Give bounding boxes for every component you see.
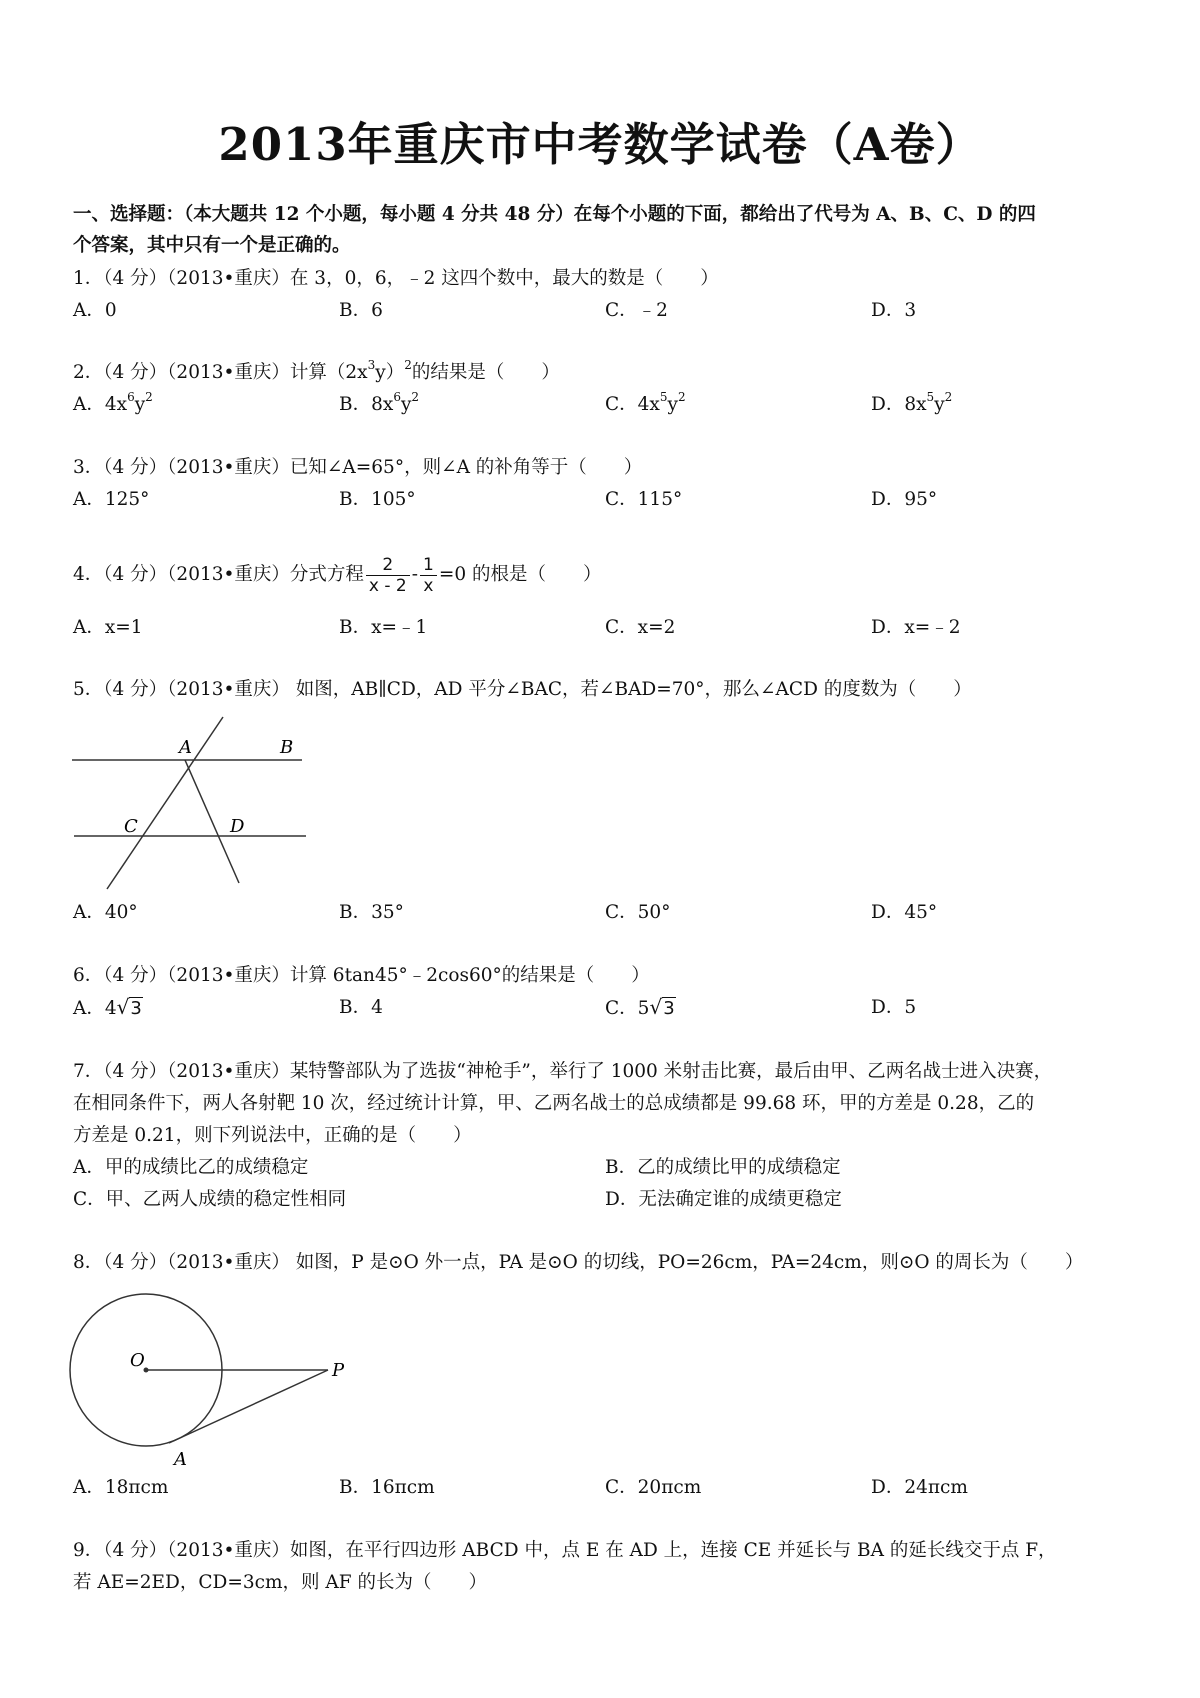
question-1-option-c: C．﹣2 [605, 300, 668, 321]
question-3-option-d: D．95° [871, 489, 938, 510]
question-2-option-d: D．$8x^5y^2$ [871, 390, 953, 415]
question-2-stem: 2．（4 分）（2013•重庆）计算$(2x^3y)^2$的结果是（ ） [73, 358, 560, 383]
page-title: 2013年重庆市中考数学试卷（A卷） [218, 118, 982, 171]
question-3-option-c: C．115° [605, 489, 683, 510]
question-7-option-d: D．无法确定谁的成绩更稳定 [605, 1189, 842, 1210]
question-3-option-a: A．125° [73, 489, 150, 510]
point-label-c: C [124, 816, 138, 837]
sqrt-sign: √3 [116, 995, 142, 1019]
question-6-option-c: C．5√3 [605, 995, 675, 1019]
question-2-option-c: C．$4x^5y^2$ [605, 390, 686, 415]
question-4-option-d: D．x=﹣2 [871, 617, 961, 638]
question-7-option-a: A．甲的成绩比乙的成绩稳定 [73, 1157, 309, 1178]
question-7-option-c: C．甲、乙两人成绩的稳定性相同 [73, 1189, 347, 1210]
point-label-a: A [174, 1449, 187, 1470]
section-heading-line-1: 一、选择题：（本大题共 12 个小题，每小题 4 分共 48 分）在每个小题的下面，都给出了代号为 A、B、C、D 的四 [73, 204, 1036, 225]
question-5-option-a: A．40° [73, 902, 138, 923]
question-5-options [73, 897, 1143, 928]
question-7-options-row-1 [73, 1152, 1143, 1183]
point-label-a: A [179, 737, 192, 758]
question-1-options [73, 295, 1143, 326]
question-2-options [73, 389, 1143, 420]
question-6-stem: 6．（4 分）（2013•重庆）计算 6tan45°﹣2cos60°的结果是（ ） [73, 965, 650, 986]
question-3-stem: 3．（4 分）（2013•重庆）已知∠A=65°，则∠A 的补角等于（ ） [73, 457, 643, 478]
question-7-options-row-2 [73, 1184, 1143, 1215]
question-8-options [73, 1472, 1143, 1503]
question-6-options [73, 992, 1143, 1023]
question-1-option-b: B．6 [339, 300, 383, 321]
question-1-option-d: D．3 [871, 300, 917, 321]
question-4-options [73, 612, 1143, 643]
question-6-option-a: A．4√3 [73, 995, 142, 1019]
question-1-option-a: A．0 [73, 300, 117, 321]
question-7-stem-line-1: 7．（4 分）（2013•重庆）某特警部队为了选拔“神枪手”，举行了 1000 米射击比赛，最后由甲、乙两名战士进入决赛， [73, 1061, 1053, 1082]
point-label-p: P [332, 1360, 345, 1381]
question-5-option-d: D．45° [871, 902, 938, 923]
question-1-stem: 1．（4 分）（2013•重庆）在 3，0，6，﹣2 这四个数中，最大的数是（ ） [73, 268, 719, 289]
question-4-option-c: C．x=2 [605, 617, 676, 638]
sqrt-sign: √3 [649, 995, 675, 1019]
fraction-2: $\frac{1}{x}$ [420, 555, 437, 596]
question-7-stem-line-2: 在相同条件下，两人各射靶 10 次，经过统计计算，甲、乙两名战士的总成绩都是 99.68 环，甲的方差是 0.28，乙的 [73, 1093, 1035, 1114]
question-8-option-d: D．24πcm [871, 1477, 968, 1498]
question-2-option-a: A．$4x^6y^2$ [73, 390, 153, 415]
question-2-option-b: B．$8x^6y^2$ [339, 390, 420, 415]
question-5-figure [66, 715, 316, 895]
question-3-option-b: B．105° [339, 489, 416, 510]
point-label-d: D [230, 816, 245, 837]
point-label-o: O [130, 1350, 145, 1371]
question-7-option-b: B．乙的成绩比甲的成绩稳定 [605, 1157, 841, 1178]
question-6-option-b: B．4 [339, 997, 383, 1018]
question-5-option-c: C．50° [605, 902, 671, 923]
question-8-option-b: B．16πcm [339, 1477, 435, 1498]
question-3-options [73, 484, 1143, 515]
question-9-stem-line-2: 若 AE=2ED，CD=3cm，则 AF 的长为（ ） [73, 1572, 487, 1593]
question-4-stem: 4．（4 分）（2013•重庆）分式方程 $\frac{2}{x - 2}$ - $\frac{1}{x}$ =0 的根是（ ） [73, 554, 602, 596]
question-8-stem: 8．（4 分）（2013•重庆） 如图，P 是⊙O 外一点，PA 是⊙O 的切线，PO=26cm，PA=24cm，则⊙O 的周长为（ ） [73, 1252, 1084, 1273]
question-7-stem-line-3: 方差是 0.21，则下列说法中，正确的是（ ） [73, 1125, 472, 1146]
section-heading-line-2: 个答案，其中只有一个是正确的。 [73, 235, 351, 256]
question-6-option-d: D．5 [871, 997, 917, 1018]
question-4-option-b: B．x=﹣1 [339, 617, 428, 638]
question-4-option-a: A．x=1 [73, 617, 143, 638]
point-label-b: B [280, 737, 294, 758]
question-5-stem: 5．（4 分）（2013•重庆） 如图，AB∥CD，AD 平分∠BAC，若∠BAD=70°，那么∠ACD 的度数为（ ） [73, 679, 972, 700]
question-8-figure [66, 1290, 366, 1470]
fraction-1: $\frac{2}{x - 2}$ [366, 555, 410, 596]
question-9-stem-line-1: 9．（4 分）（2013•重庆）如图，在平行四边形 ABCD 中，点 E 在 AD 上，连接 CE 并延长与 BA 的延长线交于点 F， [73, 1540, 1057, 1561]
question-8-option-c: C．20πcm [605, 1477, 702, 1498]
question-5-option-b: B．35° [339, 902, 404, 923]
question-8-option-a: A．18πcm [73, 1477, 169, 1498]
